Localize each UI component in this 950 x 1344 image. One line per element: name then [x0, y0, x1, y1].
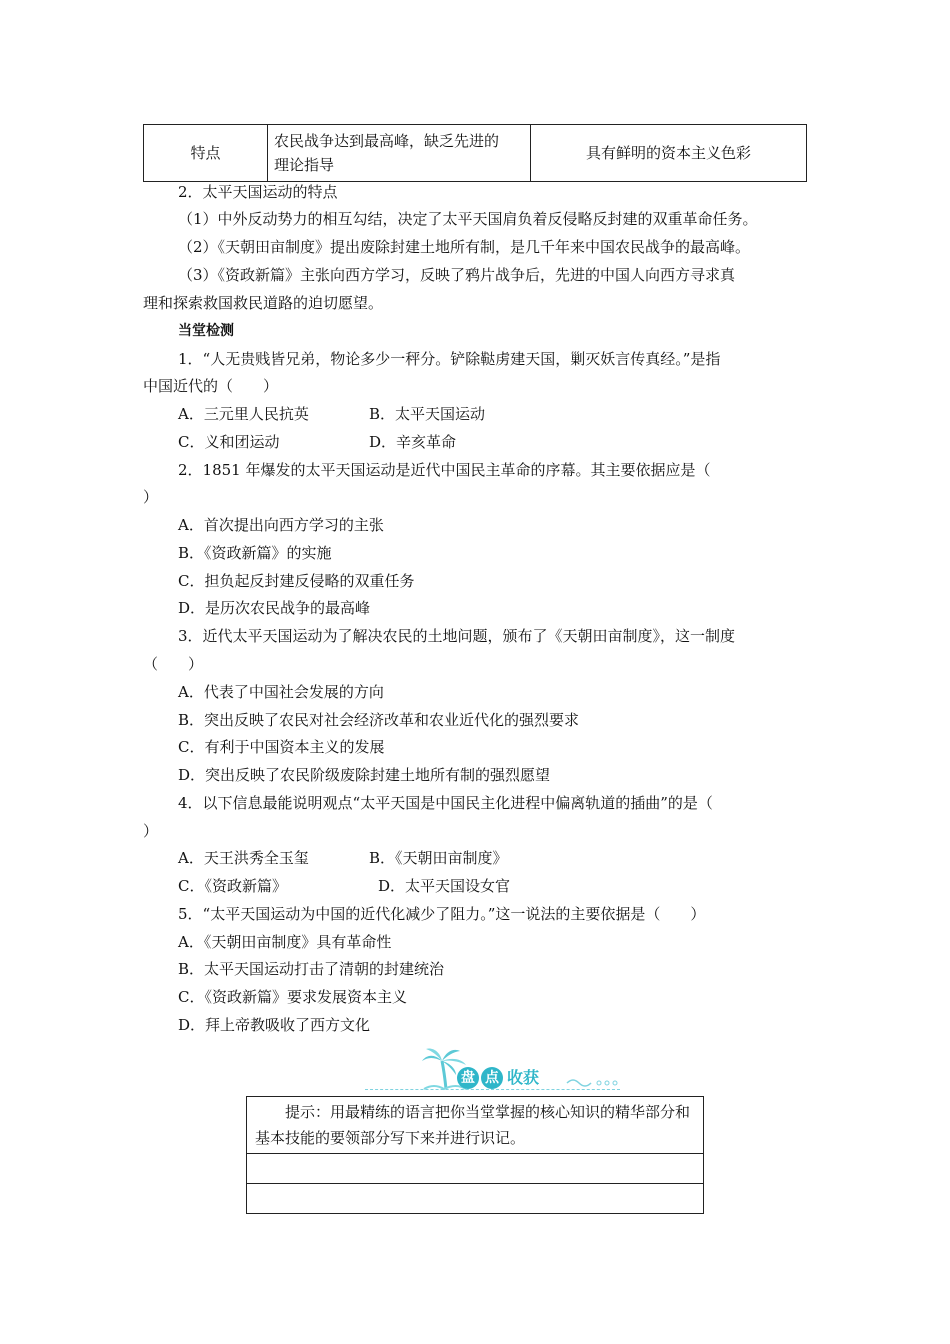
- notes-blank-row-1[interactable]: [247, 1154, 704, 1184]
- q3-option-b: B．突出反映了农民对社会经济改革和农业近代化的强烈要求: [178, 711, 580, 729]
- q5-option-c: C．《资政新篇》要求发展资本主义: [178, 988, 407, 1006]
- row-label-cell: [144, 125, 268, 182]
- table-row: [247, 1184, 704, 1214]
- q2-option-c: C．担负起反封建反侵略的双重任务: [178, 572, 415, 590]
- q3-stem-line1: 3．近代太平天国运动为了解决农民的土地问题，颁布了《天朝田亩制度》，这一制度: [178, 627, 736, 645]
- quiz-heading: 当堂检测: [178, 323, 234, 339]
- q3-stem-line2: （ ）: [143, 655, 204, 673]
- q3-option-a: A．代表了中国社会发展的方向: [178, 683, 384, 701]
- feature-3-line2: 理和探索救国救民道路的迫切愿望。: [143, 294, 384, 312]
- q2-option-d: D．是历次农民战争的最高峰: [178, 599, 371, 617]
- q3-option-c: C．有利于中国资本主义的发展: [178, 738, 385, 756]
- hint-text: 提示：用最精练的语言把你当堂掌握的核心知识的精华部分和基本技能的要领部分写下来并进行识记。: [255, 1103, 691, 1147]
- harvest-title: 收获: [507, 1068, 540, 1087]
- q1-option-a: A．三元里人民抗英: [178, 405, 309, 423]
- q5-option-b: B．太平天国运动打击了清朝的封建统治: [178, 960, 445, 978]
- peasant-cell-line1: 农民战争达到最高峰，缺乏先进的: [274, 132, 500, 150]
- q4-option-a: A．天王洪秀全玉玺: [178, 849, 309, 867]
- feature-1: （1）中外反动势力的相互勾结，决定了太平天国肩负着反侵略反封建的双重革命任务。: [178, 210, 758, 228]
- table-row: [247, 1154, 704, 1184]
- q1-stem-line2: 中国近代的（ ）: [143, 377, 279, 395]
- feature-2: （2）《天朝田亩制度》提出废除封建土地所有制，是几千年来中国农民战争的最高峰。: [178, 238, 751, 256]
- notes-table: [246, 1096, 704, 1214]
- q3-option-d: D．突出反映了农民阶级废除封建土地所有制的强烈愿望: [178, 766, 551, 784]
- q4-option-d: D．太平天国设女官: [378, 877, 511, 895]
- harvest-badge-2: 点: [481, 1067, 503, 1089]
- comparison-table: [143, 124, 807, 182]
- q4-option-b: B．《天朝田亩制度》: [369, 849, 508, 867]
- table-row: [144, 125, 807, 182]
- q4-stem-line2: ）: [143, 822, 159, 840]
- row-label: 特点: [190, 144, 221, 162]
- q1-option-d: D．辛亥革命: [369, 433, 457, 451]
- capitalist-cell-text: 具有鲜明的资本主义色彩: [585, 144, 751, 162]
- q1-option-b: B．太平天国运动: [369, 405, 486, 423]
- wave-decoration-icon: [565, 1075, 625, 1089]
- peasant-cell: [268, 125, 531, 182]
- peasant-cell-line2: 理论指导: [274, 156, 335, 174]
- q5-option-d: D．拜上帝教吸收了西方文化: [178, 1016, 371, 1034]
- q1-option-c: C．义和团运动: [178, 433, 280, 451]
- hint-cell: [247, 1097, 704, 1154]
- q5-option-a: A．《天朝田亩制度》具有革命性: [178, 933, 392, 951]
- q2-stem-line1: 2．1851 年爆发的太平天国运动是近代中国民主革命的序幕。其主要依据应是（: [178, 461, 711, 479]
- notes-blank-row-2[interactable]: [247, 1184, 704, 1214]
- q5-stem: 5．“太平天国运动为中国的近代化减少了阻力。”这一说法的主要依据是（ ）: [178, 905, 706, 923]
- q1-stem-line1: 1．“人无贵贱皆兄弟，物论多少一秤分。铲除鞑虏建天国，剿灭妖言传真经。”是指: [178, 350, 721, 368]
- q2-option-a: A．首次提出向西方学习的主张: [178, 516, 384, 534]
- q4-stem-line1: 4．以下信息最能说明观点“太平天国是中国民主化进程中偏离轨道的插曲”的是（: [178, 794, 713, 812]
- q4-option-c: C．《资政新篇》: [178, 877, 287, 895]
- banner-divider: [365, 1089, 620, 1090]
- harvest-badge-1: 盘: [457, 1067, 479, 1089]
- q2-option-b: B．《资政新篇》的实施: [178, 544, 332, 562]
- features-heading: 2．太平天国运动的特点: [178, 183, 338, 201]
- harvest-banner: [365, 1045, 625, 1093]
- feature-3-line1: （3）《资政新篇》主张向西方学习，反映了鸦片战争后，先进的中国人向西方寻求真: [178, 266, 736, 284]
- q2-stem-line2: ）: [143, 488, 159, 506]
- capitalist-cell: [531, 125, 807, 182]
- table-row: [247, 1097, 704, 1154]
